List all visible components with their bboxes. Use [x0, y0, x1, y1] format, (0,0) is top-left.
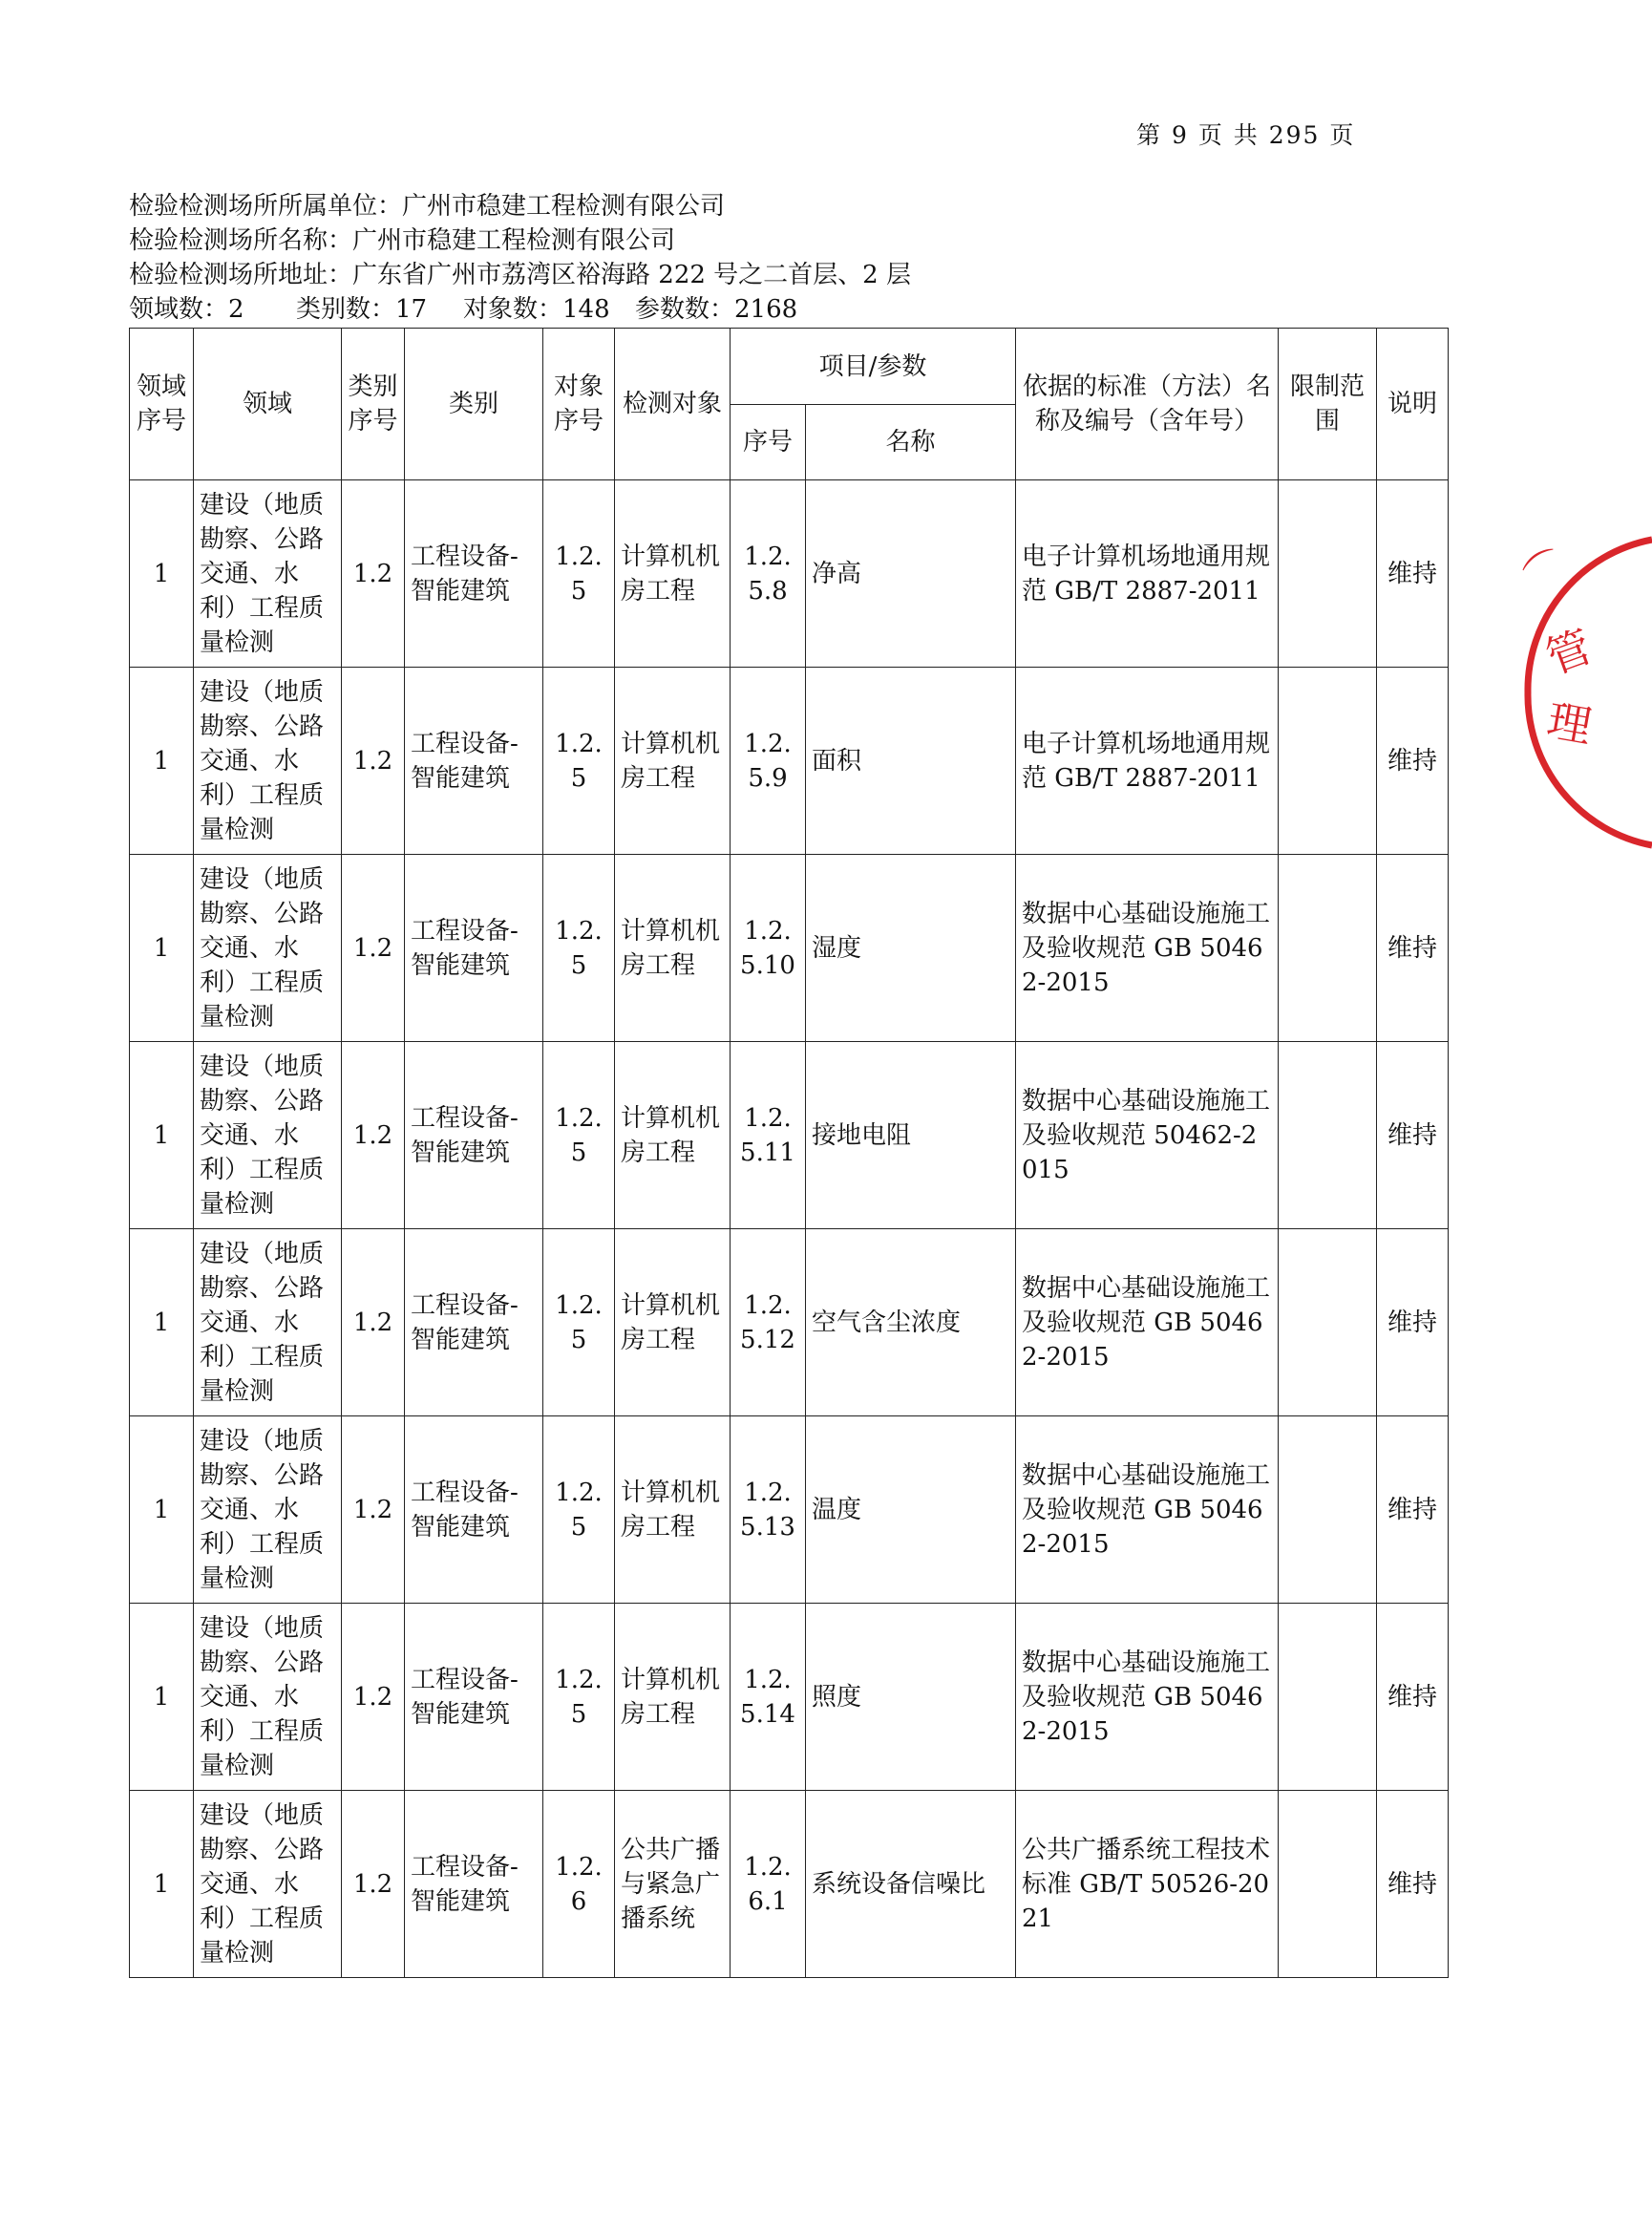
cell-category: 工程设备-智能建筑 — [405, 1604, 543, 1791]
cell-object-no: 1.2.5 — [543, 1604, 615, 1791]
cell-limit — [1279, 480, 1377, 668]
table-row — [130, 1604, 1449, 1791]
cell-param-name: 面积 — [806, 668, 1016, 855]
address-line — [129, 258, 911, 292]
cell-category-no: 1.2 — [342, 1791, 405, 1978]
cell-category: 工程设备-智能建筑 — [405, 668, 543, 855]
param-count: 参数数：2168 — [635, 295, 798, 324]
category-count: 类别数：17 — [296, 295, 428, 324]
cell-object: 计算机机房工程 — [615, 480, 731, 668]
cell-param-no: 1.2.5.11 — [731, 1042, 806, 1229]
cell-limit — [1279, 1604, 1377, 1791]
cell-note: 维持 — [1377, 855, 1449, 1042]
cell-standard: 数据中心基础设施施工及验收规范 GB 50462-2015 — [1016, 1604, 1279, 1791]
cell-param-name: 照度 — [806, 1604, 1016, 1791]
cell-category: 工程设备-智能建筑 — [405, 855, 543, 1042]
page-middle: 页 共 — [1197, 121, 1260, 149]
cell-param-name: 湿度 — [806, 855, 1016, 1042]
seal-char-1: ⌒ — [1517, 542, 1575, 601]
cell-category-no: 1.2 — [342, 1042, 405, 1229]
cell-limit — [1279, 1042, 1377, 1229]
cell-standard: 数据中心基础设施施工及验收规范 GB 50462-2015 — [1016, 1416, 1279, 1604]
site-name-value: 广州市稳建工程检测有限公司 — [352, 226, 676, 255]
red-seal — [1509, 535, 1652, 850]
cell-category: 工程设备-智能建筑 — [405, 1416, 543, 1604]
cell-object-no: 1.2.5 — [543, 1416, 615, 1604]
header-info — [129, 189, 911, 327]
cell-domain-no: 1 — [130, 1791, 194, 1978]
cell-object: 计算机机房工程 — [615, 1229, 731, 1416]
qualification-table — [129, 328, 1449, 1978]
table-body — [130, 480, 1449, 1978]
cell-param-no: 1.2.5.10 — [731, 855, 806, 1042]
cell-note: 维持 — [1377, 1042, 1449, 1229]
seal-char-2: 管 — [1539, 620, 1599, 685]
cell-standard: 数据中心基础设施施工及验收规范 GB 50462-2015 — [1016, 855, 1279, 1042]
cell-param-no: 1.2.5.9 — [731, 668, 806, 855]
cell-category-no: 1.2 — [342, 480, 405, 668]
seal-char-3: 理 — [1543, 693, 1596, 754]
th-note: 说明 — [1377, 329, 1449, 480]
header-row — [130, 329, 1449, 405]
cell-category-no: 1.2 — [342, 1604, 405, 1791]
cell-category: 工程设备-智能建筑 — [405, 1042, 543, 1229]
address-label: 检验检测场所地址： — [129, 261, 353, 289]
cell-domain-no: 1 — [130, 855, 194, 1042]
cell-domain-no: 1 — [130, 480, 194, 668]
cell-domain: 建设（地质勘察、公路交通、水利）工程质量检测 — [194, 1042, 342, 1229]
cell-standard: 电子计算机场地通用规范 GB/T 2887-2011 — [1016, 668, 1279, 855]
table-row — [130, 1791, 1449, 1978]
th-param-name: 名称 — [806, 405, 1016, 480]
cell-note: 维持 — [1377, 668, 1449, 855]
counts-line — [129, 292, 911, 327]
cell-param-no: 1.2.5.13 — [731, 1416, 806, 1604]
table-row — [130, 855, 1449, 1042]
cell-param-no: 1.2.5.12 — [731, 1229, 806, 1416]
th-standard: 依据的标准（方法）名称及编号（含年号） — [1016, 329, 1279, 480]
table-row — [130, 1042, 1449, 1229]
cell-domain: 建设（地质勘察、公路交通、水利）工程质量检测 — [194, 480, 342, 668]
th-object-no: 对象序号 — [543, 329, 615, 480]
cell-object-no: 1.2.5 — [543, 480, 615, 668]
cell-param-name: 接地电阻 — [806, 1042, 1016, 1229]
cell-standard: 数据中心基础设施施工及验收规范 50462-2015 — [1016, 1042, 1279, 1229]
cell-object-no: 1.2.5 — [543, 855, 615, 1042]
address-value: 广东省广州市荔湾区裕海路 222 号之二首层、2 层 — [352, 261, 911, 289]
cell-domain: 建设（地质勘察、公路交通、水利）工程质量检测 — [194, 1416, 342, 1604]
table-row — [130, 1229, 1449, 1416]
th-object: 检测对象 — [615, 329, 731, 480]
cell-category: 工程设备-智能建筑 — [405, 1791, 543, 1978]
cell-object: 计算机机房工程 — [615, 668, 731, 855]
cell-object: 公共广播与紧急广播系统 — [615, 1791, 731, 1978]
cell-domain: 建设（地质勘察、公路交通、水利）工程质量检测 — [194, 668, 342, 855]
cell-note: 维持 — [1377, 1416, 1449, 1604]
cell-note: 维持 — [1377, 1791, 1449, 1978]
object-count: 对象数：148 — [463, 295, 610, 324]
cell-note: 维持 — [1377, 480, 1449, 668]
site-name-label: 检验检测场所名称： — [129, 226, 353, 255]
cell-domain-no: 1 — [130, 1604, 194, 1791]
cell-category-no: 1.2 — [342, 668, 405, 855]
page-number — [1136, 117, 1355, 151]
affiliation-line — [129, 189, 911, 223]
cell-limit — [1279, 668, 1377, 855]
cell-object: 计算机机房工程 — [615, 855, 731, 1042]
cell-category-no: 1.2 — [342, 1229, 405, 1416]
th-domain: 领域 — [194, 329, 342, 480]
cell-object-no: 1.2.5 — [543, 1042, 615, 1229]
page-current: 9 — [1171, 121, 1189, 149]
cell-note: 维持 — [1377, 1229, 1449, 1416]
cell-standard: 公共广播系统工程技术标准 GB/T 50526-2021 — [1016, 1791, 1279, 1978]
cell-domain: 建设（地质勘察、公路交通、水利）工程质量检测 — [194, 1604, 342, 1791]
cell-limit — [1279, 1416, 1377, 1604]
cell-param-name: 温度 — [806, 1416, 1016, 1604]
cell-object-no: 1.2.5 — [543, 668, 615, 855]
affiliation-label: 检验检测场所所属单位： — [129, 192, 403, 221]
cell-limit — [1279, 1229, 1377, 1416]
affiliation-value: 广州市稳建工程检测有限公司 — [402, 192, 726, 221]
cell-param-no: 1.2.5.8 — [731, 480, 806, 668]
cell-domain: 建设（地质勘察、公路交通、水利）工程质量检测 — [194, 1791, 342, 1978]
site-name-line — [129, 223, 911, 258]
cell-object: 计算机机房工程 — [615, 1604, 731, 1791]
cell-category: 工程设备-智能建筑 — [405, 480, 543, 668]
cell-param-no: 1.2.6.1 — [731, 1791, 806, 1978]
table-row — [130, 1416, 1449, 1604]
cell-object-no: 1.2.6 — [543, 1791, 615, 1978]
cell-category-no: 1.2 — [342, 1416, 405, 1604]
th-domain-no: 领域序号 — [130, 329, 194, 480]
table-row — [130, 668, 1449, 855]
cell-domain: 建设（地质勘察、公路交通、水利）工程质量检测 — [194, 1229, 342, 1416]
cell-param-name: 空气含尘浓度 — [806, 1229, 1016, 1416]
cell-param-no: 1.2.5.14 — [731, 1604, 806, 1791]
th-item-param: 项目/参数 — [731, 329, 1016, 405]
page-suffix: 页 — [1329, 121, 1356, 149]
table-row — [130, 480, 1449, 668]
cell-category-no: 1.2 — [342, 855, 405, 1042]
seal-ring — [1528, 540, 1652, 845]
cell-standard: 电子计算机场地通用规范 GB/T 2887-2011 — [1016, 480, 1279, 668]
cell-limit — [1279, 1791, 1377, 1978]
cell-domain-no: 1 — [130, 1416, 194, 1604]
cell-param-name: 净高 — [806, 480, 1016, 668]
cell-param-name: 系统设备信噪比 — [806, 1791, 1016, 1978]
page-prefix: 第 — [1136, 121, 1163, 149]
th-category-no: 类别序号 — [342, 329, 405, 480]
cell-domain-no: 1 — [130, 668, 194, 855]
cell-domain-no: 1 — [130, 1229, 194, 1416]
th-limit: 限制范围 — [1279, 329, 1377, 480]
cell-limit — [1279, 855, 1377, 1042]
cell-category: 工程设备-智能建筑 — [405, 1229, 543, 1416]
cell-domain: 建设（地质勘察、公路交通、水利）工程质量检测 — [194, 855, 342, 1042]
cell-domain-no: 1 — [130, 1042, 194, 1229]
page-total: 295 — [1268, 121, 1321, 149]
th-param-no: 序号 — [731, 405, 806, 480]
cell-object: 计算机机房工程 — [615, 1042, 731, 1229]
cell-note: 维持 — [1377, 1604, 1449, 1791]
cell-standard: 数据中心基础设施施工及验收规范 GB 50462-2015 — [1016, 1229, 1279, 1416]
cell-object: 计算机机房工程 — [615, 1416, 731, 1604]
th-category: 类别 — [405, 329, 543, 480]
domain-count: 领域数：2 — [129, 295, 244, 324]
cell-object-no: 1.2.5 — [543, 1229, 615, 1416]
